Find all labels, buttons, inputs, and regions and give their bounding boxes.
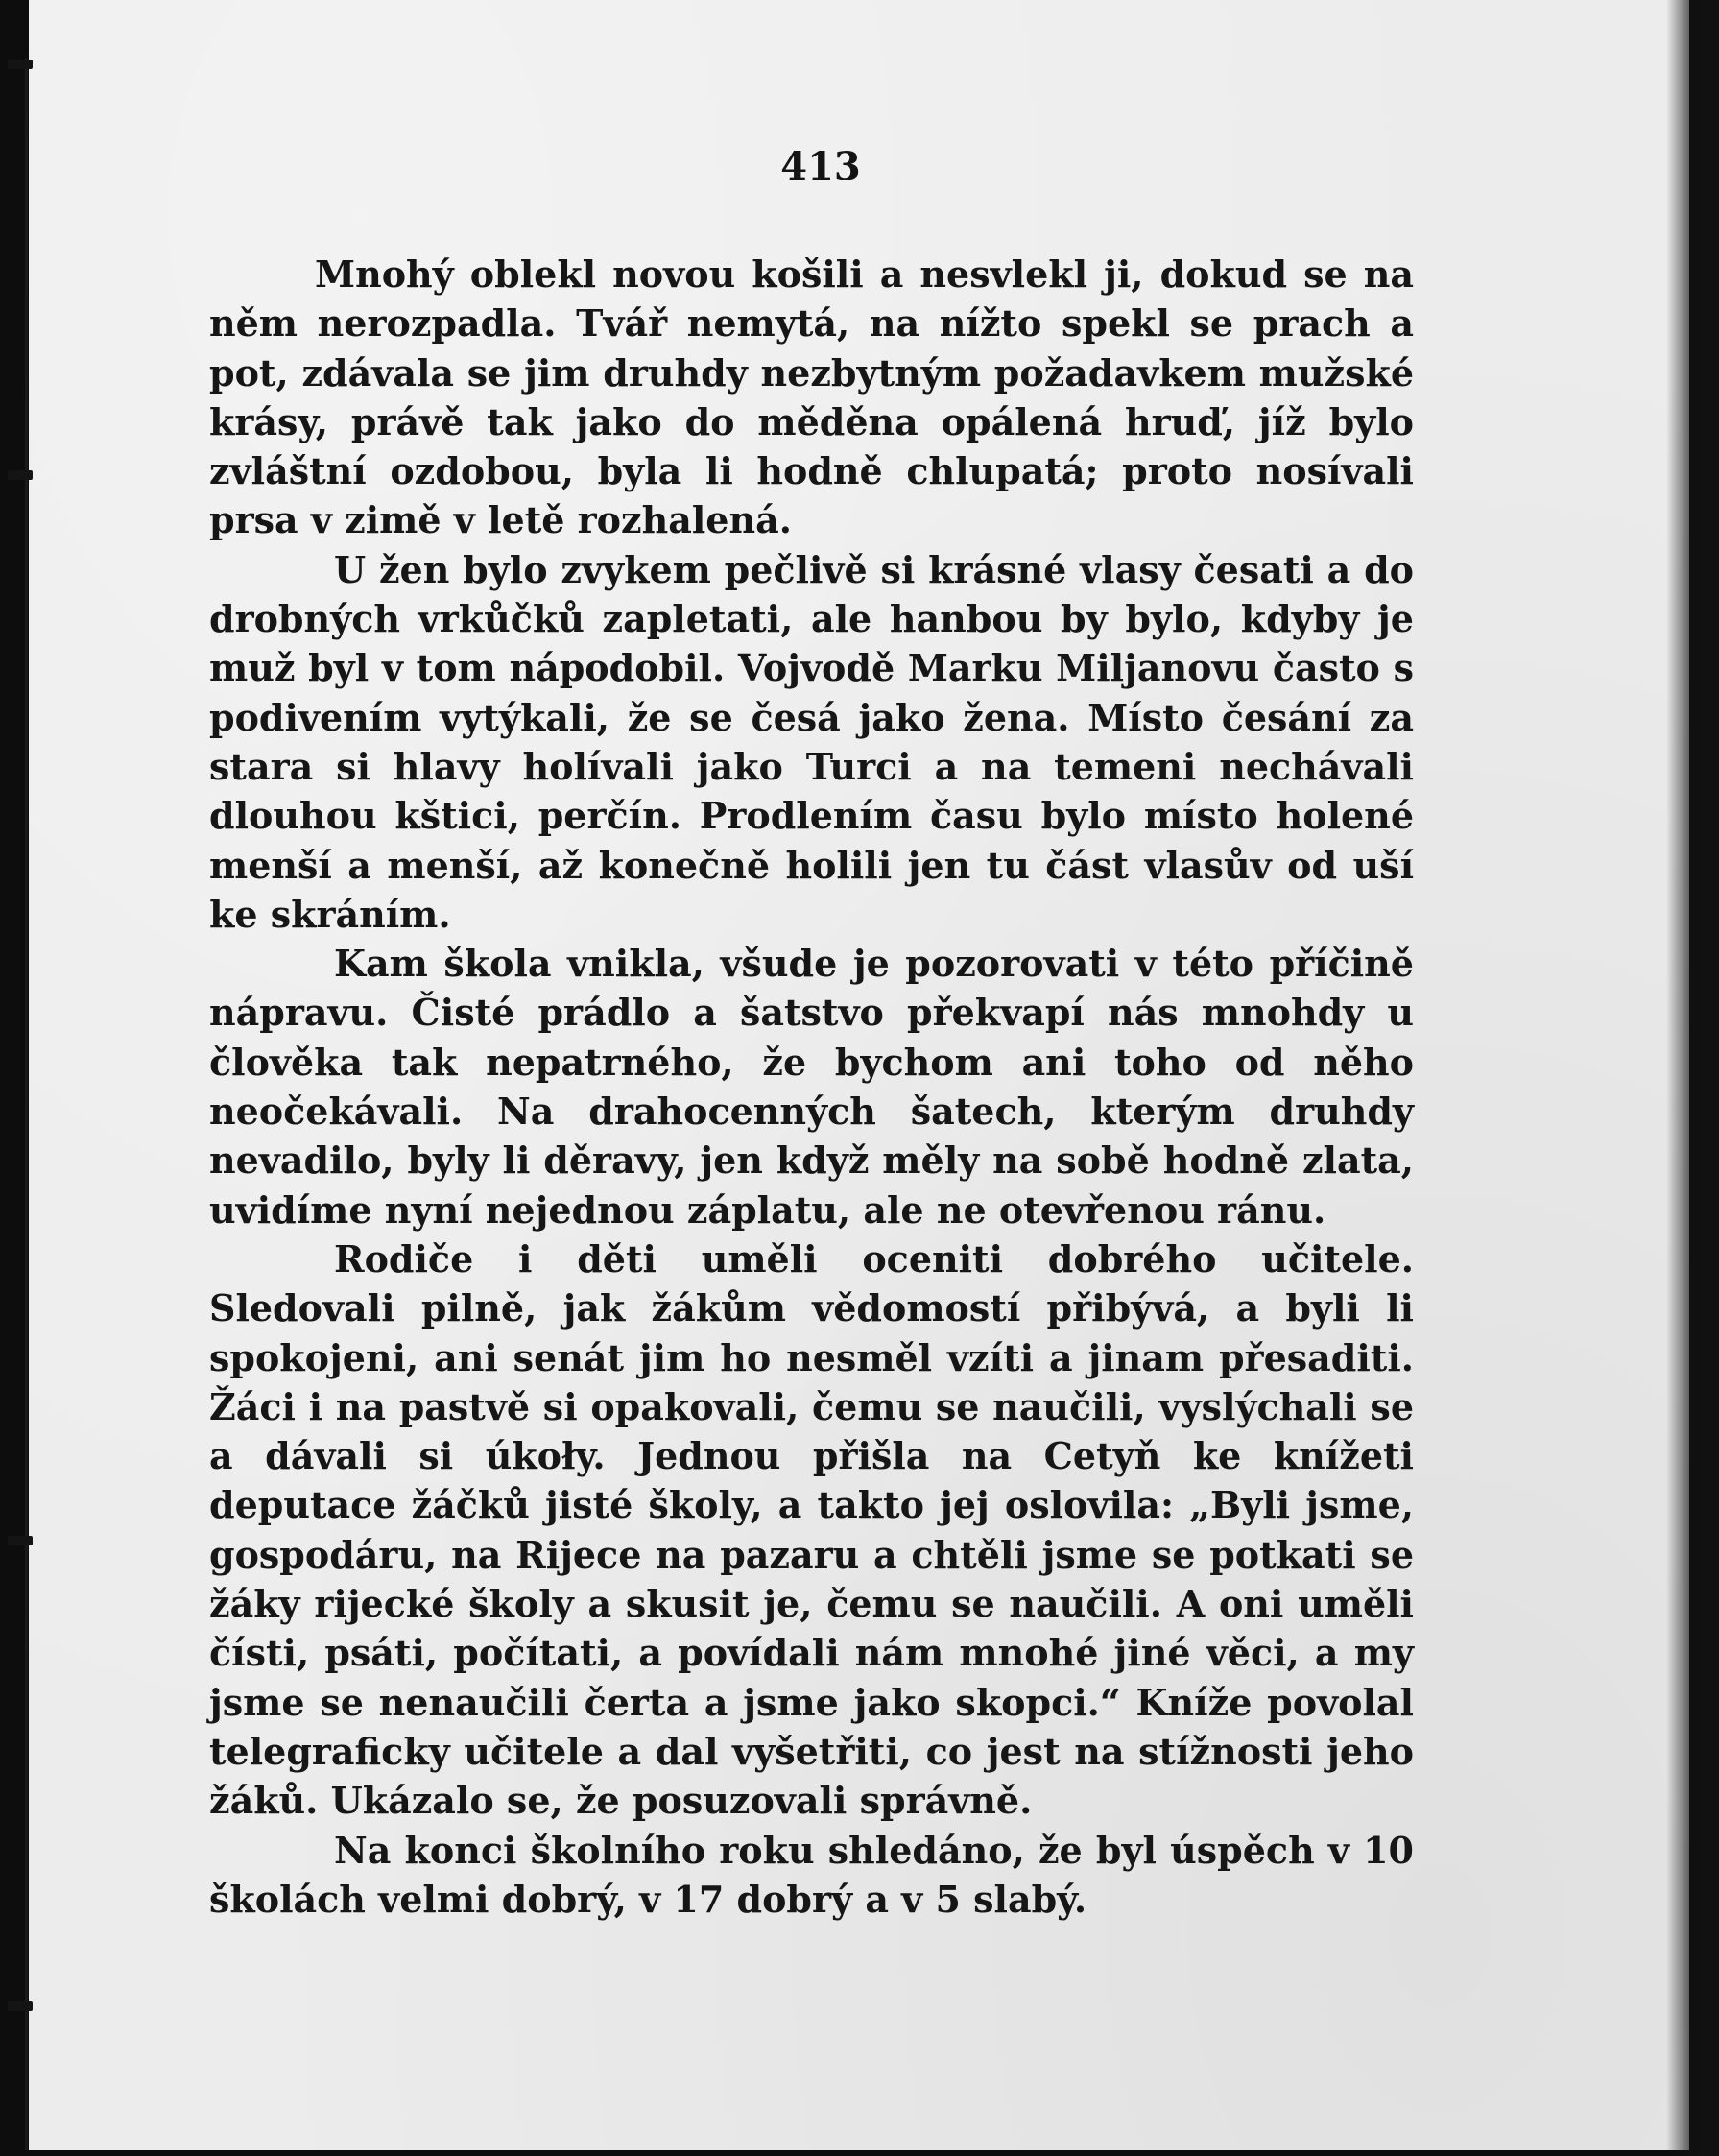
paragraph: Kam škola vnikla, všude je pozorovati v této příčině nápravu. Čisté prádlo a šatstvo překvapí nás mnohdy u člověka tak nepatrného, že bychom ani toho od něho neočekávali. Na drahocenných šatech, kterým druhdy nevadilo, byly li děravy, jen když měly na sobě hodně zlata, uvidíme nyní nejednou záplatu, ale ne otevřenou ránu.	[209, 942, 1414, 1232]
page-number: 413	[780, 144, 861, 189]
paragraph: Na konci školního roku shledáno, že byl úspěch v 10 školách velmi dobrý, v 17 dobrý a v 5 slabý.	[209, 1828, 1414, 1921]
paragraph: U žen bylo zvykem pečlivě si krásné vlasy česati a do drobných vrkůčků zapletati, ale hanbou by bylo, kdyby je muž byl v tom nápodobil. Vojvodě Marku Miljanovu často s podivením vytýkali, že se česá jako žena. Místo česání za stara si hlavy holívali jako Turci a na temeni nechávali dlouhou kštici, perčín. Prodlením času bylo místo holené menší a menší, až konečně holili jen tu část vlasův od uší ke skráním.	[209, 547, 1414, 936]
paragraph: Rodiče i děti uměli oceniti dobrého učitele. Sledovali pilně, jak žákům vědomostí přibývá, a byli li spokojeni, ani senát jim ho nesměl vzíti a jinam přesaditi. Žáci i na pastvě si opakovali, čemu se naučili, vyslýchali se a dávali si úkoły. Jednou přišla na Cetyň ke knížeti deputace žáčků jisté školy, a takto jej oslovila: „Byli jsme, gospodáru, na Rijece na pazaru a chtěli jsme se potkati se žáky rijecké školy a skusit je, čemu se naučili. A oni uměli čísti, psáti, počítati, a povídali nám mnohé jiné věci, a my jsme se nenaučili čerta a jsme jako skopci.“ Kníže povolal telegraficky učitele a dal vyšetřiti, co jest na stížnosti jeho žáků. Ukázalo se, že posuzovali správně.	[209, 1236, 1414, 1823]
paragraph: Mnohý oblekl novou košili a nesvlekl ji, dokud se na něm nerozpadla. Tvář nemytá, na nížto spekl se prach a pot, zdávala se jim druhdy nezbytným požadavkem mužské krásy, právě tak jako do měděna opálená hruď, jíž bylo zvláštní ozdobou, byla li hodně chlupatá; proto nosívali prsa v zimě v letě rozhalená.	[209, 252, 1414, 542]
binding-edge	[25, 58, 28, 2150]
binding-mark	[8, 1536, 33, 1545]
body-text	[209, 250, 1414, 1924]
binding-mark	[8, 60, 33, 69]
binding-mark	[8, 2001, 33, 2011]
binding-mark	[8, 470, 33, 480]
page-edge-shadow	[1666, 0, 1719, 2156]
